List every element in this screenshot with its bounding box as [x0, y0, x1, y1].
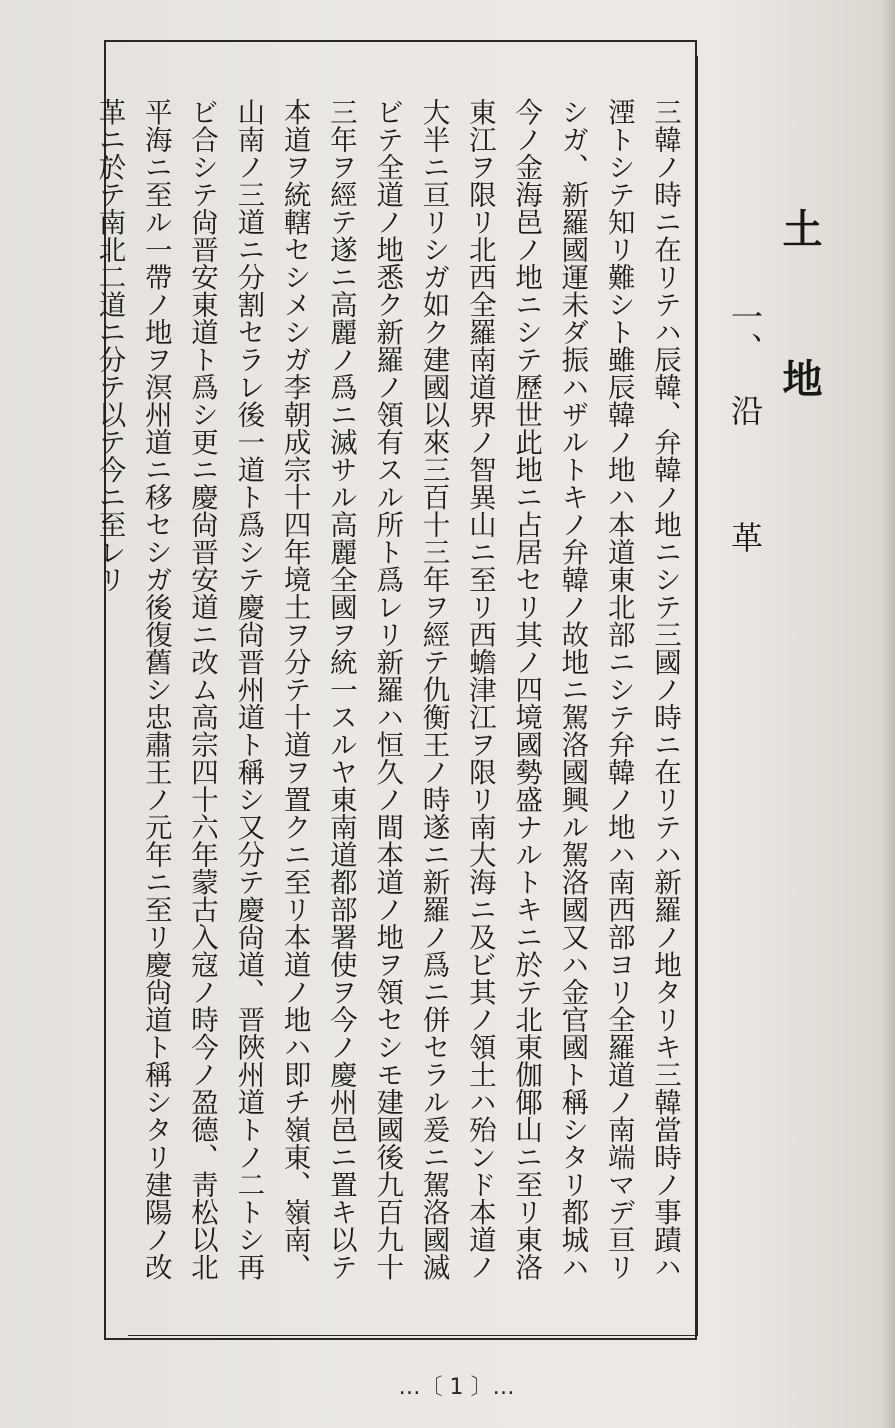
text-column-2: 湮トシテ知リ難シト雖辰韓ノ地ハ本道東北部ニシテ弁韓ノ地ハ南西部ヨリ全羅道ノ南端マデ亘リ: [602, 98, 635, 1281]
text-column-3: シガ、新羅國運未ダ振ハザルトキノ弁韓ノ故地ニ駕洛國興ル駕洛國又ハ金官國ト稱シタリ都城ハ: [556, 98, 589, 1281]
section-title-char-1: 沿: [726, 394, 764, 426]
text-column-6: 大半ニ亘リシガ如ク建國以來三百十三年ヲ經テ仇衡王ノ時遂ニ新羅ノ爲ニ併セラル爰ニ駕洛國滅: [417, 98, 450, 1281]
section-title-char-2: 革: [726, 521, 764, 553]
text-column-12: 平海ニ至ル一帶ノ地ヲ溟州道ニ移セシガ後復舊シ忠肅王ノ元年ニ至リ慶尙道ト稱シタリ建陽ノ改: [139, 98, 172, 1281]
text-column-4: 今ノ金海邑ノ地ニシテ歷世此地ニ占居セリ其ノ四境國勢盛ナルトキニ於テ北東伽倻山ニ至リ東洛: [510, 98, 543, 1281]
text-column-13: 革ニ於テ南北二道ニ分テ以テ今ニ至レリ: [93, 98, 126, 593]
text-column-7: ビテ全道ノ地悉ク新羅ノ領有スル所ト爲レリ新羅ハ恒久ノ間本道ノ地ヲ領セシモ建國後九百九十: [371, 98, 404, 1281]
text-column-9: 本道ヲ統轄セシメシガ李朝成宗十四年境土ヲ分テ十道ヲ置クニ至リ本道ノ地ハ即チ嶺東、嶺南、: [278, 98, 311, 1281]
body-text: [93, 98, 688, 1298]
section-title: [725, 300, 765, 553]
text-column-10: 山南ノ三道ニ分割セラレ後一道ト爲シテ慶尙晋州道ト稱シ又分テ慶尙道、晋陜州道トノ二トシ再: [232, 98, 265, 1281]
text-column-1: 三韓ノ時ニ在リテハ辰韓、弁韓ノ地ニシテ三國ノ時ニ在リテハ新羅ノ地タリキ三韓當時ノ事蹟ハ: [649, 98, 681, 1281]
page-number: …〔 1 〕…: [398, 1375, 515, 1400]
section-number: 一、: [726, 300, 764, 364]
text-column-8: 三年ヲ經テ遂ニ高麗ノ爲ニ滅サル高麗全國ヲ統一スルヤ東南道都部署使ヲ今ノ慶州邑ニ置キ以テ: [324, 98, 357, 1281]
text-column-5: 東江ヲ限リ北西全羅南道界ノ智異山ニ至リ西蟾津江ヲ限リ南大海ニ及ビ其ノ領土ハ殆ンド本道ノ: [463, 98, 496, 1281]
text-column-11: ビ合シテ尙晋安東道ト爲シ更ニ慶尙晋安道ニ改ム高宗四十六年蒙古入寇ノ時今ノ盈德、靑松以北: [186, 98, 219, 1281]
chapter-title: 土地: [776, 208, 822, 508]
page-gutter-shadow: [881, 0, 895, 1428]
